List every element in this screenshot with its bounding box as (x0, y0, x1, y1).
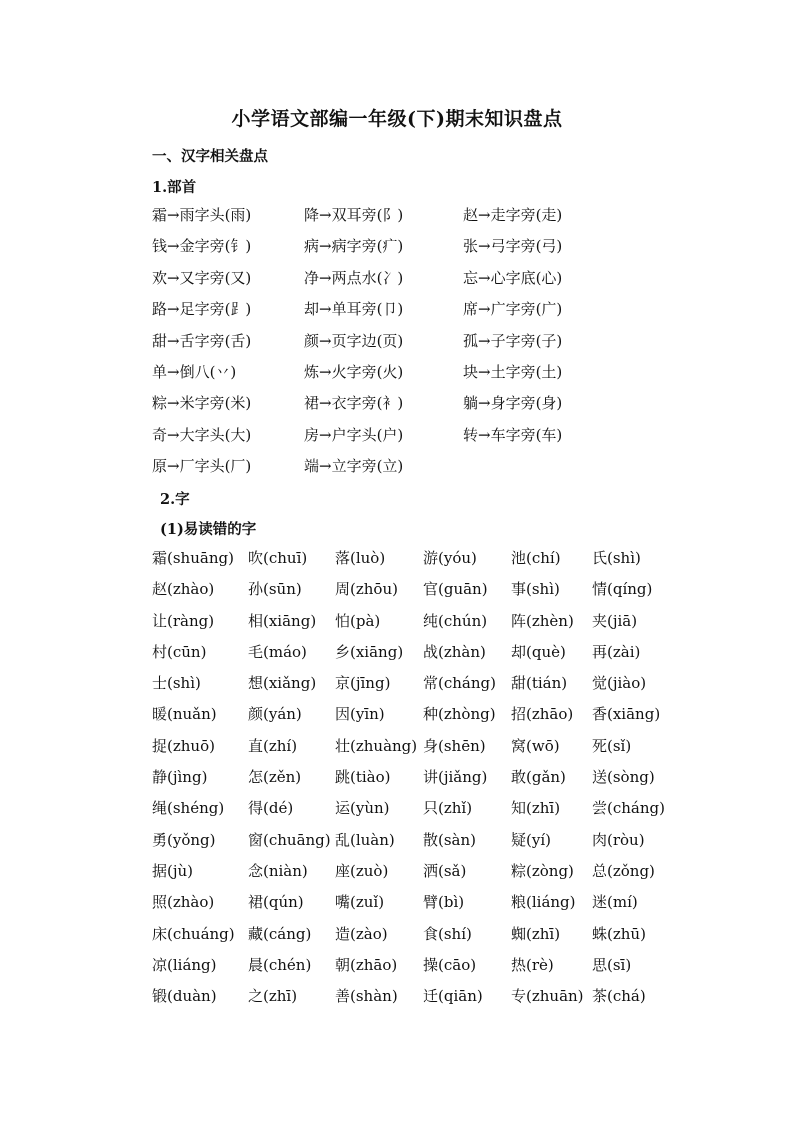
radical-item: 躺→身字旁(身) (463, 394, 563, 413)
radical-item: 单→倒八(丷) (152, 362, 237, 381)
character-pinyin: 霜(shuāng) (152, 549, 234, 567)
subsection-characters: 2.字 (160, 491, 190, 508)
character-pinyin: 迷(mí) (592, 893, 638, 912)
character-pinyin: 吹(chuī) (248, 549, 308, 567)
character-pinyin: 暖(nuǎn) (152, 705, 217, 724)
character-pinyin: 村(cūn) (152, 642, 207, 661)
character-pinyin: 只(zhǐ) (423, 799, 473, 818)
character-pinyin: 士(shì) (152, 674, 201, 693)
character-pinyin: 善(shàn) (335, 987, 398, 1006)
character-pinyin: 蜘(zhī) (511, 924, 561, 943)
character-pinyin: 因(yīn) (335, 705, 385, 724)
character-row (152, 797, 692, 828)
character-pinyin: 却(què) (511, 642, 566, 661)
radical-item: 席→广字旁(广) (463, 300, 563, 319)
character-pinyin: 思(sī) (592, 955, 632, 974)
radical-item: 张→弓字旁(弓) (463, 237, 563, 256)
character-row (152, 766, 692, 797)
radical-item: 转→车字旁(车) (463, 425, 563, 444)
character-pinyin: 得(dé) (248, 799, 294, 818)
character-pinyin: 嘴(zuǐ) (335, 893, 385, 912)
character-pinyin: 常(cháng) (423, 674, 496, 693)
section-heading-hanzi: 一、汉字相关盘点 (152, 148, 268, 165)
character-pinyin: 念(niàn) (248, 861, 308, 880)
character-pinyin: 裙(qún) (248, 893, 304, 912)
character-pinyin: 种(zhòng) (423, 705, 496, 724)
radicals-grid (152, 204, 632, 487)
character-pinyin: 怕(pà) (335, 611, 381, 630)
character-pinyin: 专(zhuān) (511, 987, 584, 1006)
character-row (152, 735, 692, 766)
radical-item: 端→立字旁(立) (304, 457, 404, 476)
character-pinyin: 甜(tián) (511, 674, 568, 693)
character-pinyin: 官(guān) (423, 580, 488, 599)
page-title: 小学语文部编一年级(下)期末知识盘点 (231, 108, 563, 130)
character-pinyin: 相(xiāng) (248, 611, 317, 630)
character-row (152, 891, 692, 922)
character-pinyin: 操(cāo) (423, 955, 477, 974)
character-row (152, 985, 692, 1016)
character-pinyin: 孙(sūn) (248, 580, 302, 599)
character-pinyin: 疑(yí) (511, 830, 551, 849)
character-pinyin: 让(ràng) (152, 611, 215, 630)
character-pinyin: 情(qíng) (592, 580, 653, 599)
radical-row (152, 204, 632, 235)
radical-item: 忘→心字底(心) (463, 268, 563, 287)
character-pinyin: 散(sàn) (423, 830, 477, 849)
character-pinyin: 锻(duàn) (152, 987, 217, 1006)
character-pinyin: 氏(shì) (592, 549, 641, 567)
character-pinyin: 纯(chún) (423, 611, 488, 630)
character-pinyin: 粮(liáng) (511, 893, 576, 912)
character-pinyin: 食(shí) (423, 924, 472, 943)
radical-item: 奇→大字头(大) (152, 425, 252, 444)
character-pinyin: 落(luò) (335, 549, 386, 567)
subsection-misread-characters: (1)易读错的字 (160, 521, 257, 538)
character-pinyin: 据(jù) (152, 861, 194, 880)
character-pinyin: 赵(zhào) (152, 580, 215, 599)
radical-row (152, 298, 632, 329)
character-pinyin: 迁(qiān) (423, 987, 483, 1006)
character-row (152, 578, 692, 609)
character-pinyin: 运(yùn) (335, 799, 390, 818)
radical-item: 欢→又字旁(又) (152, 268, 252, 287)
character-pinyin: 觉(jiào) (592, 674, 647, 693)
radical-item: 孤→子字旁(子) (463, 331, 563, 350)
radical-item: 霜→雨字头(雨) (152, 206, 252, 224)
character-pinyin: 送(sòng) (592, 768, 655, 787)
radical-item: 钱→金字旁(钅) (152, 237, 252, 256)
radical-row (152, 330, 632, 361)
radical-row (152, 267, 632, 298)
character-row (152, 860, 692, 891)
character-pinyin: 颜(yán) (248, 705, 302, 724)
radical-item: 净→两点水(冫) (304, 268, 404, 287)
radical-item: 房→户字头(户) (304, 425, 404, 444)
character-pinyin: 藏(cáng) (248, 924, 312, 943)
character-pinyin: 凉(liáng) (152, 955, 217, 974)
character-row (152, 641, 692, 672)
character-pinyin: 想(xiǎng) (248, 674, 317, 693)
character-pinyin: 照(zhào) (152, 893, 215, 912)
character-pinyin: 晨(chén) (248, 955, 312, 974)
character-pinyin: 跳(tiào) (335, 768, 391, 787)
character-pinyin: 京(jīng) (335, 674, 391, 693)
radical-item: 原→厂字头(厂) (152, 457, 252, 476)
character-pinyin: 身(shēn) (423, 736, 486, 755)
character-pinyin: 朝(zhāo) (335, 955, 398, 974)
subsection-radicals: 1.部首 (152, 179, 197, 196)
character-row (152, 703, 692, 734)
radical-row (152, 235, 632, 266)
character-pinyin: 肉(ròu) (592, 830, 645, 849)
character-pinyin: 粽(zòng) (511, 861, 574, 880)
character-row (152, 547, 692, 578)
character-row (152, 954, 692, 985)
radical-item: 降→双耳旁(阝) (304, 206, 404, 224)
character-pinyin: 事(shì) (511, 580, 560, 599)
character-pinyin: 蛛(zhū) (592, 924, 646, 943)
character-pinyin: 窗(chuāng) (248, 830, 331, 849)
radical-item: 病→病字旁(疒) (304, 237, 404, 256)
radical-item: 块→土字旁(土) (463, 362, 563, 381)
character-pinyin: 池(chí) (511, 549, 561, 567)
character-pinyin: 乡(xiāng) (335, 642, 404, 661)
character-pinyin: 乱(luàn) (335, 830, 395, 849)
character-pinyin: 总(zǒng) (592, 861, 655, 880)
character-pinyin: 阵(zhèn) (511, 611, 574, 630)
character-pinyin: 静(jìng) (152, 768, 208, 787)
character-pinyin: 捉(zhuō) (152, 736, 215, 755)
character-pinyin: 床(chuáng) (152, 924, 235, 943)
character-pinyin: 再(zài) (592, 642, 641, 661)
character-pinyin: 绳(shéng) (152, 799, 225, 818)
radical-item: 却→单耳旁(卩) (304, 300, 404, 319)
character-pinyin: 怎(zěn) (248, 768, 302, 787)
radical-item: 颜→页字边(页) (304, 331, 404, 350)
radical-item: 裙→衣字旁(衤) (304, 394, 404, 413)
radical-item: 赵→走字旁(走) (463, 206, 563, 224)
misread-characters-grid (152, 547, 692, 1016)
character-pinyin: 壮(zhuàng) (335, 736, 418, 755)
character-pinyin: 洒(sǎ) (423, 861, 467, 880)
radical-row (152, 361, 632, 392)
character-pinyin: 战(zhàn) (423, 642, 486, 661)
character-pinyin: 茶(chá) (592, 987, 646, 1006)
character-row (152, 610, 692, 641)
character-row (152, 829, 692, 860)
character-pinyin: 知(zhī) (511, 799, 561, 818)
radical-item: 粽→米字旁(米) (152, 394, 252, 413)
character-pinyin: 香(xiāng) (592, 705, 661, 724)
character-pinyin: 招(zhāo) (511, 705, 574, 724)
character-row (152, 672, 692, 703)
character-pinyin: 敢(gǎn) (511, 768, 566, 787)
character-row (152, 923, 692, 954)
character-pinyin: 周(zhōu) (335, 580, 398, 599)
character-pinyin: 直(zhí) (248, 736, 298, 755)
radical-row (152, 455, 632, 486)
character-pinyin: 勇(yǒng) (152, 830, 216, 849)
character-pinyin: 毛(máo) (248, 642, 307, 661)
character-pinyin: 热(rè) (511, 955, 554, 974)
radical-item: 甜→舌字旁(舌) (152, 331, 252, 350)
character-pinyin: 讲(jiǎng) (423, 768, 488, 787)
character-pinyin: 臂(bì) (423, 893, 465, 912)
character-pinyin: 造(zào) (335, 924, 388, 943)
radical-item: 炼→火字旁(火) (304, 362, 404, 381)
character-pinyin: 座(zuò) (335, 861, 389, 880)
character-pinyin: 夹(jiā) (592, 611, 638, 630)
radical-row (152, 392, 632, 423)
character-pinyin: 之(zhī) (248, 987, 298, 1006)
radical-row (152, 424, 632, 455)
character-pinyin: 死(sǐ) (592, 736, 632, 755)
character-pinyin: 游(yóu) (423, 549, 477, 567)
character-pinyin: 尝(cháng) (592, 799, 665, 818)
character-pinyin: 窝(wō) (511, 736, 560, 755)
radical-item: 路→足字旁(⻊) (152, 300, 252, 319)
